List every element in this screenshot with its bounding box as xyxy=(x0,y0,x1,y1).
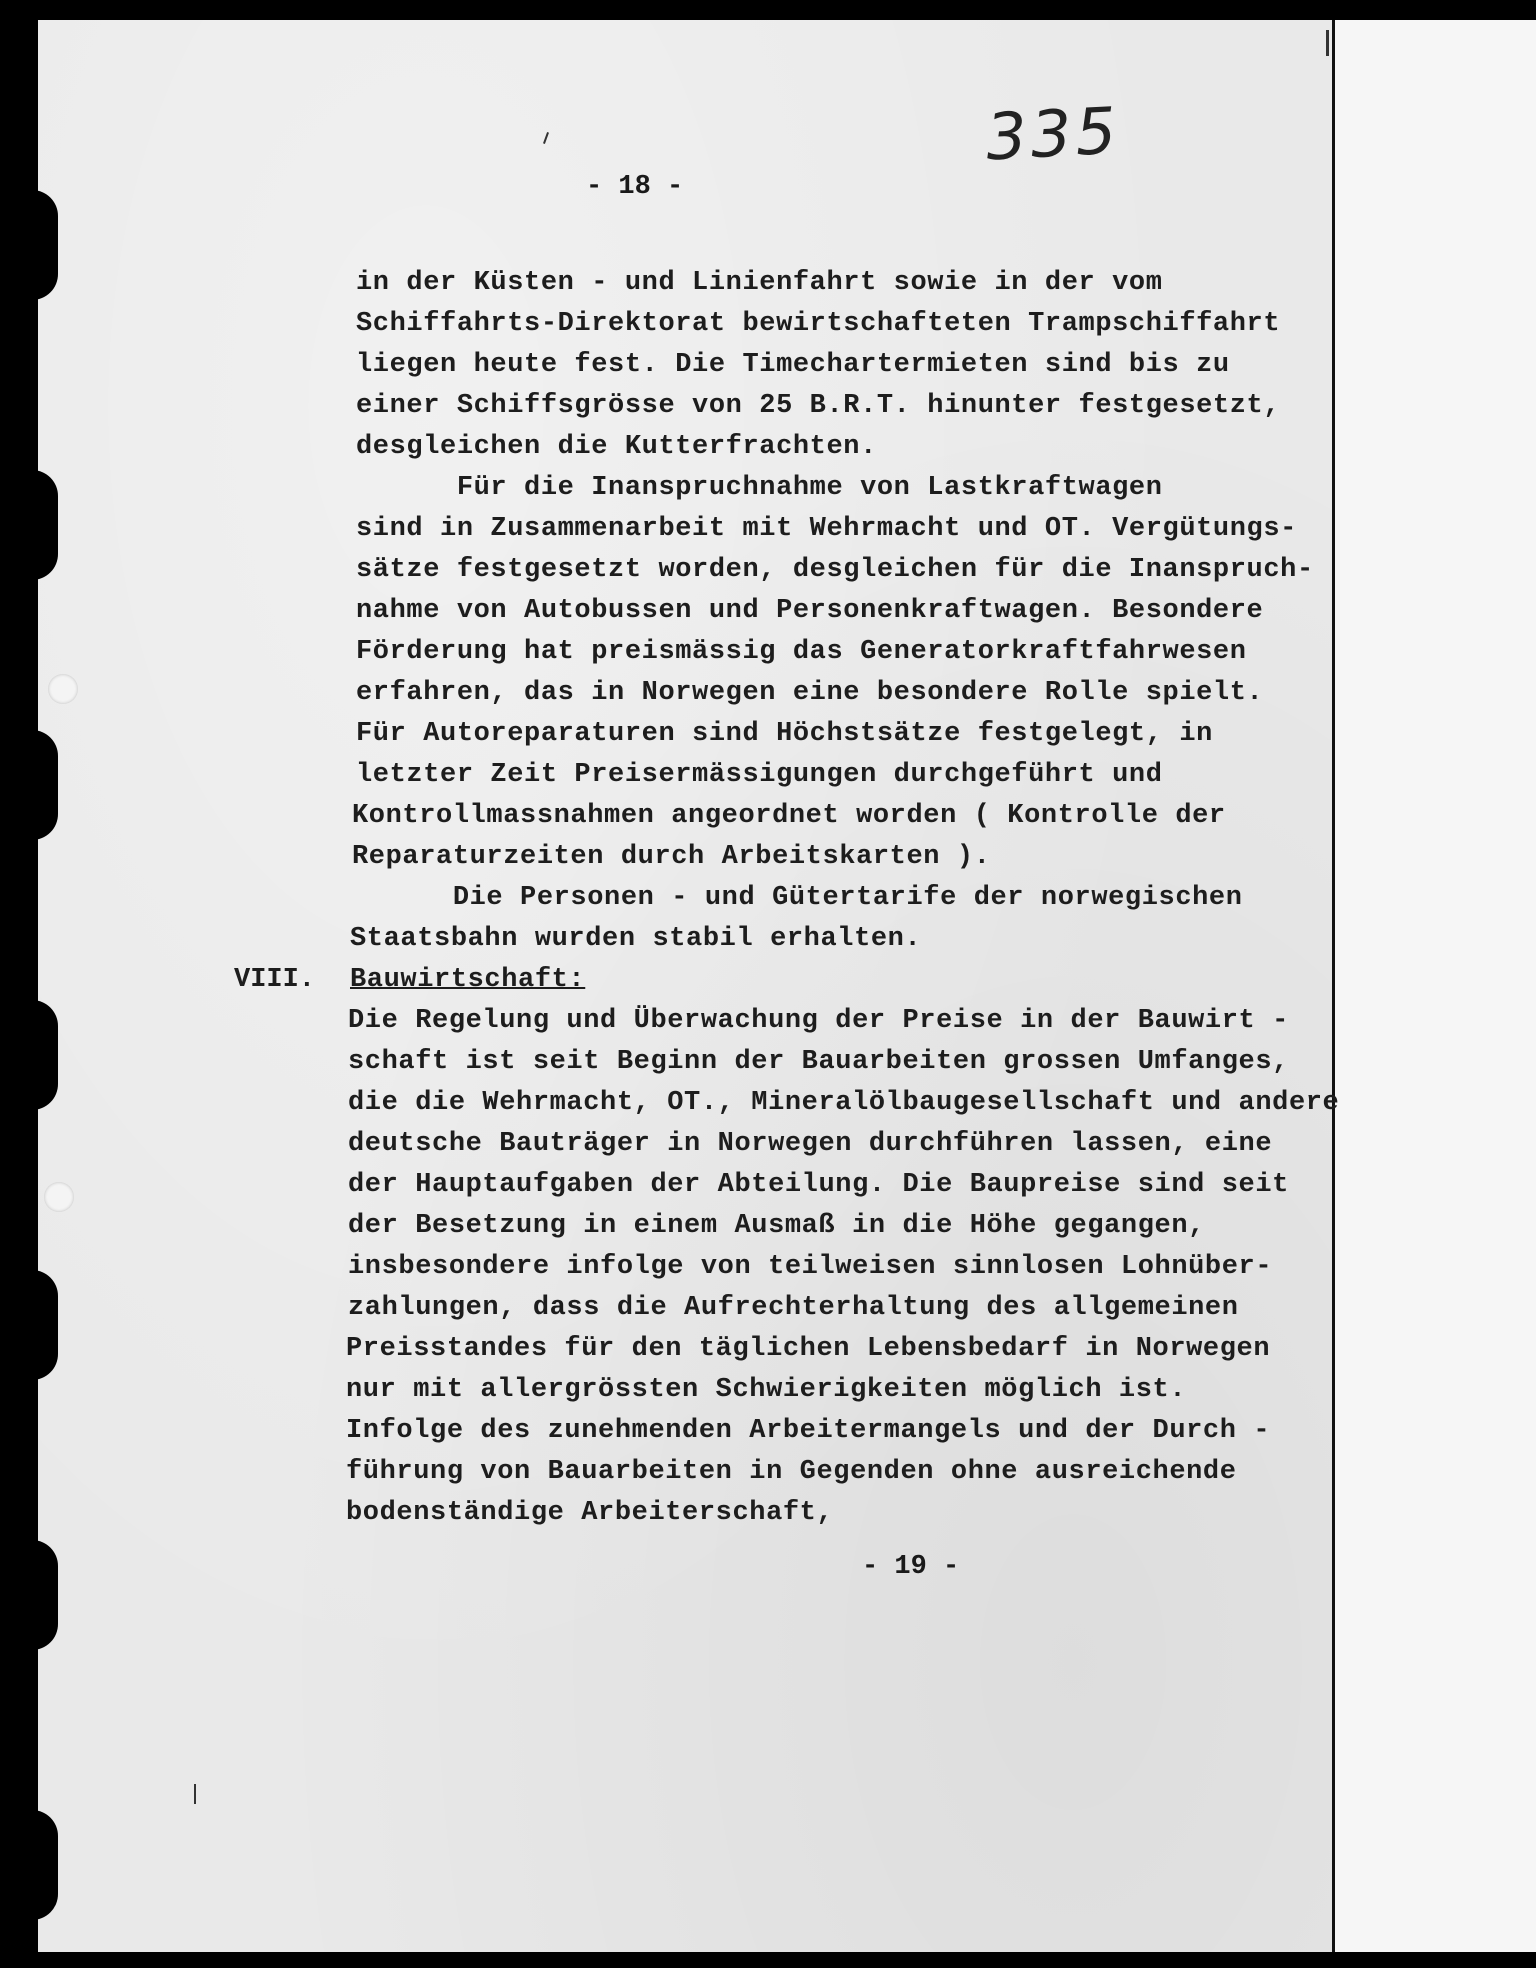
text-line: Staatsbahn wurden stabil erhalten. xyxy=(350,924,922,954)
text-line: Reparaturzeiten durch Arbeitskarten ). xyxy=(352,842,991,872)
text-line: bodenständige Arbeiterschaft, xyxy=(346,1498,834,1528)
text-line: desgleichen die Kutterfrachten. xyxy=(356,432,877,462)
text-line: deutsche Bauträger in Norwegen durchführen lassen, eine xyxy=(348,1129,1273,1159)
punch-hole xyxy=(44,1182,74,1212)
text-line: Schiffahrts-Direktorat bewirtschafteten Trampschiffahrt xyxy=(356,309,1281,339)
text-line: führung von Bauarbeiten in Gegenden ohne ausreichende xyxy=(346,1457,1237,1487)
punch-hole xyxy=(48,674,78,704)
text-line: der Besetzung in einem Ausmaß in die Höhe gegangen, xyxy=(348,1211,1205,1241)
film-edge-strip xyxy=(1332,20,1536,1952)
text-line: Die Regelung und Überwachung der Preise in der Bauwirt - xyxy=(348,1006,1289,1036)
text-line: insbesondere infolge von teilweisen sinnlosen Lohnüber- xyxy=(348,1252,1273,1282)
binder-notch xyxy=(0,470,58,580)
text-line: Preisstandes für den täglichen Lebensbedarf in Norwegen xyxy=(346,1334,1271,1364)
text-line: einer Schiffsgrösse von 25 B.R.T. hinunter festgesetzt, xyxy=(356,391,1281,421)
text-line: sind in Zusammenarbeit mit Wehrmacht und OT. Vergütungs- xyxy=(356,514,1297,544)
text-line: Für die Inanspruchnahme von Lastkraftwagen xyxy=(356,473,1163,503)
text-line: der Hauptaufgaben der Abteilung. Die Baupreise sind seit xyxy=(348,1170,1289,1200)
binder-notch xyxy=(0,1540,58,1650)
text-line: schaft ist seit Beginn der Bauarbeiten grossen Umfanges, xyxy=(348,1047,1289,1077)
text-line: Die Personen - und Gütertarife der norwegischen xyxy=(352,883,1243,913)
text-line: Für Autoreparaturen sind Höchstsätze festgelegt, in xyxy=(356,719,1213,749)
archive-stamp-number: 335 xyxy=(984,94,1123,176)
text-line: liegen heute fest. Die Timechartermieten sind bis zu xyxy=(356,350,1230,380)
text-line: Förderung hat preismässig das Generatorkraftfahrwesen xyxy=(356,637,1247,667)
binder-notch xyxy=(0,730,58,840)
text-line: die die Wehrmacht, OT., Mineralölbaugesellschaft und andere xyxy=(348,1088,1340,1118)
page-number-next: - 19 - xyxy=(862,1552,960,1582)
section-heading: Bauwirtschaft: xyxy=(350,965,586,995)
scan-speck xyxy=(1326,30,1329,56)
text-line: Kontrollmassnahmen angeordnet worden ( Kontrolle der xyxy=(352,801,1226,831)
binder-notch xyxy=(0,190,58,300)
binder-notch xyxy=(0,1000,58,1110)
text-line: erfahren, das in Norwegen eine besondere Rolle spielt. xyxy=(356,678,1264,708)
text-line: nahme von Autobussen und Personenkraftwagen. Besondere xyxy=(356,596,1264,626)
text-line: Infolge des zunehmenden Arbeitermangels und der Durch - xyxy=(346,1416,1271,1446)
scan-speck xyxy=(194,1784,196,1804)
binder-notch xyxy=(0,1270,58,1380)
section-number: VIII. xyxy=(234,965,316,995)
text-line: in der Küsten - und Linienfahrt sowie in der vom xyxy=(356,268,1163,298)
text-line: nur mit allergrössten Schwierigkeiten möglich ist. xyxy=(346,1375,1187,1405)
text-line: zahlungen, dass die Aufrechterhaltung des allgemeinen xyxy=(348,1293,1239,1323)
page-number-top: - 18 - xyxy=(586,172,684,202)
text-line: letzter Zeit Preisermässigungen durchgeführt und xyxy=(356,760,1163,790)
binder-notch xyxy=(0,1810,58,1920)
text-line: sätze festgesetzt worden, desgleichen für die Inanspruch- xyxy=(356,555,1314,585)
